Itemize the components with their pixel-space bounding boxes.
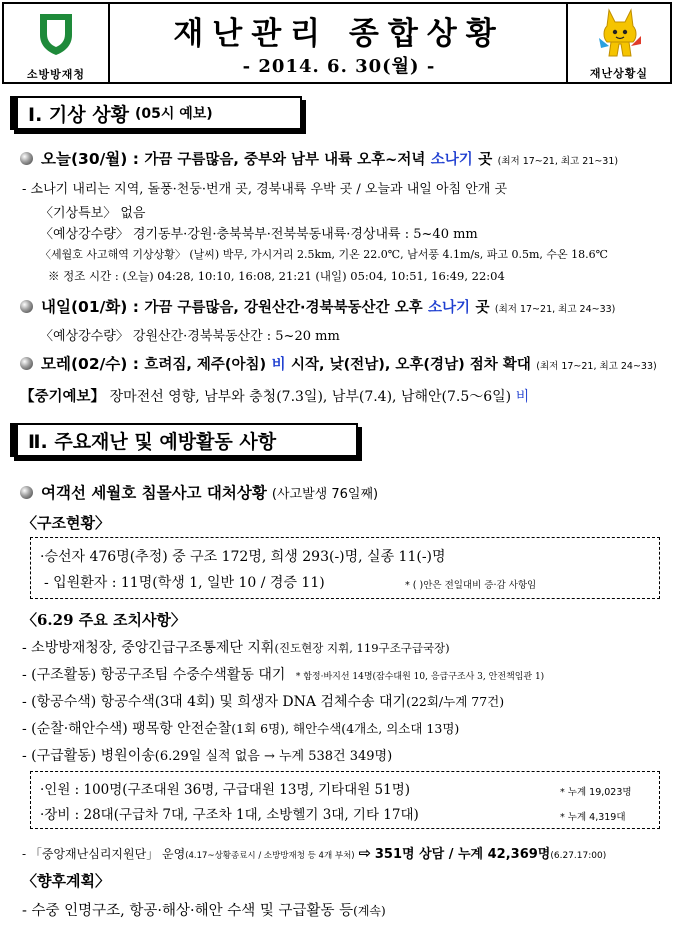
resources-personnel-total: * 누계 19,023명 [560,787,632,798]
section1-title: Ⅰ. 기상 상황 [28,103,129,126]
resources-personnel: ·인원 : 100명(구조대원 36명, 구급대원 13명, 기타대원 51명) [40,782,411,798]
shield-logo-icon [37,11,75,57]
actions-heading: 〈6.29 주요 조치사항〉 [22,611,186,629]
forecast-today: 오늘(30/월) : 가끔 구름많음, 중부와 남부 내륙 오후~저녁 소나기 곳 (최저 17~21, 최고 21~31) [20,147,618,169]
tomorrow-detail: 〈예상강수량〉 강원산간·경북북동산간 : 5~20 mm [40,329,340,344]
rescue-heading: 〈구조현황〉 [22,514,110,532]
rescue-line-1: ·승선자 476명(추정) 중 구조 172명, 희생 293(-)명, 실종 11(-)명 [40,549,446,565]
bullet-icon [20,357,33,370]
action-item-3: - (항공수색) 항공수색(3대 4회) 및 희생자 DNA 검체수송 대기(22회/누계 77건) [22,694,505,710]
action-item-2: - (구조활동) 항공구조팀 수중수색활동 대기 * 함정·바지선 14명(잠수대원 10, 응급구조사 3, 안전책임관 1) [22,667,545,683]
today-detail-5: ※ 정조 시간 : (오늘) 04:28, 10:10, 16:08, 21:21 (내일) 05:04, 10:51, 16:49, 22:04 [48,269,505,283]
org-name: 소방방재청 [26,68,86,81]
bullet-icon [20,486,33,499]
today-detail-2: 〈기상특보〉 없음 [40,206,146,221]
midterm-forecast: 【중기예보】 장마전선 영향, 남부와 충청(7.3일), 남부(7.4), 남해안(7.5～6일) 비 [20,389,530,405]
section1-heading [10,96,302,130]
bullet-icon [20,300,33,313]
rescue-note: * ( )안은 전일대비 증·감 사항임 [405,580,537,591]
forecast-dayafter: 모레(02/수) : 흐려짐, 제주(아침) 비 시작, 낮(전남), 오후(경남) 점차 확대 (최저 17~21, 최고 24~33) [20,352,657,374]
document-header [2,2,672,84]
today-detail-1: - 소나기 내리는 지역, 돌풍·천둥·번개 곳, 경북내륙 우박 곳 / 오늘과 내일 아침 안개 곳 [22,182,508,197]
section2-heading [10,423,358,457]
mascot-box [566,4,670,82]
action-item-5: - (구급활동) 병원이송(6.29일 실적 없음 → 누계 538건 349명) [22,748,393,764]
page-title: 재난관리 종합상황 [173,16,505,52]
report-date: - 2014. 6. 30(월) - [242,56,436,77]
rescue-line-2: - 입원환자 : 11명(학생 1, 일반 10 / 경증 11) [44,575,325,591]
plan-heading: 〈향후계획〉 [22,872,110,890]
resources-equipment-total: * 누계 4,319대 [560,812,626,823]
psych-support-line: - 「중앙재난심리지원단」 운영(4.17~상황종료시 / 소방방재청 등 4개 부처) ⇨ 351명 상담 / 누계 42,369명(6.27.17:00) [22,844,607,862]
dept-name: 재난상황실 [589,67,649,80]
section1-note: (05시 예보) [134,106,213,122]
today-detail-4: 〈세월호 사고해역 기상상황〉 (날씨) 박무, 가시거리 2.5km, 기온 22.0℃, 남서풍 4.1m/s, 파고 0.5m, 수온 18.6℃ [40,248,608,261]
mascot-icon [595,6,645,64]
resources-equipment: ·장비 : 28대(구급차 7대, 구조차 1대, 소방헬기 3대, 기타 17대) [40,807,419,823]
today-detail-3: 〈예상강수량〉 경기동부·강원·충북북부·전북북동내륙·경상내륙 : 5~40 mm [40,227,478,242]
arrow-right-icon: ⇨ [358,844,372,862]
forecast-tomorrow: 내일(01/화) : 가끔 구름많음, 강원산간·경북북동산간 오후 소나기 곳 (최저 17~21, 최고 24~33) [20,295,615,317]
section2-title: Ⅱ. 주요재난 및 예방활동 사항 [28,430,277,453]
bullet-icon [20,152,33,165]
plan-line: - 수중 인명구조, 항공·해상·해안 수색 및 구급활동 등(계속) [22,903,386,919]
action-item-1: - 소방방재청장, 중앙긴급구조통제단 지휘(진도현장 지휘, 119구조구급국장) [22,640,450,656]
action-item-4: - (순찰·해안수색) 팽목항 안전순찰(1회 6명), 해안수색(4개소, 의소대 13명) [22,721,460,737]
org-logo-box [4,4,110,82]
incident-title-line: 여객선 세월호 침몰사고 대처상황 (사고발생 76일째) [20,481,378,503]
